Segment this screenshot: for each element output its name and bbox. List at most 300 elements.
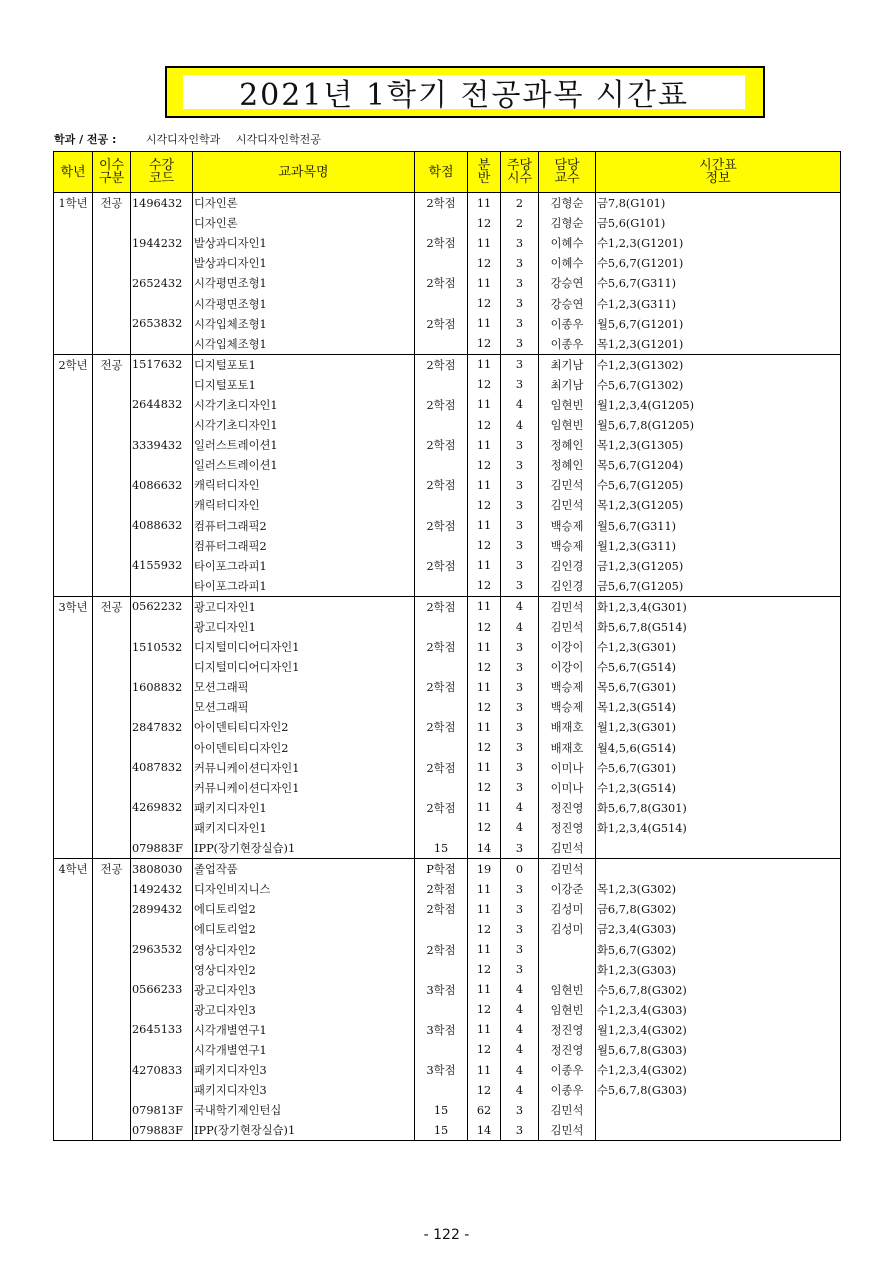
table-row [54,475,841,495]
hours-cell: 4 [501,415,539,435]
code-cell: 2847832 [131,717,193,737]
section-cell: 12 [468,697,501,717]
hours-cell: 3 [501,576,539,597]
course-name-cell: IPP(장기현장실습)1 [193,838,415,859]
type-cell [93,253,131,273]
grade-cell [54,1100,93,1120]
grade-cell [54,213,93,233]
course-name-cell: 일러스트레이션1 [193,435,415,455]
section-cell: 11 [468,980,501,1000]
hours-cell: 3 [501,536,539,556]
course-name-cell: 광고디자인1 [193,617,415,637]
grade-cell [54,495,93,515]
section-cell: 12 [468,1080,501,1100]
header-schedule: 시간표 정보 [596,152,841,193]
credits-cell: 2학점 [415,516,468,536]
credits-cell [415,576,468,597]
schedule-cell: 수5,6,7,8(G302) [596,980,841,1000]
schedule-cell: 수1,2,3(G311) [596,293,841,313]
type-cell [93,334,131,355]
major-name: 시각디자인학전공 [235,133,321,146]
type-cell [93,899,131,919]
header-grade: 학년 [54,152,93,193]
department-name: 시각디자인학과 [145,133,221,146]
credits-cell: 2학점 [415,758,468,778]
grade-cell [54,516,93,536]
course-name-cell: 디자인론 [193,213,415,233]
table-row [54,556,841,576]
credits-cell [415,253,468,273]
type-cell [93,314,131,334]
credits-cell: 2학점 [415,879,468,899]
code-cell [131,919,193,939]
header-type: 이수 구분 [93,152,131,193]
section-cell: 11 [468,758,501,778]
hours-cell: 3 [501,657,539,677]
professor-cell: 최기남 [539,354,596,375]
code-cell: 4270833 [131,1060,193,1080]
code-cell: 2644832 [131,395,193,415]
section-cell: 19 [468,859,501,880]
code-cell [131,415,193,435]
grade-cell [54,758,93,778]
table-row [54,273,841,293]
course-name-cell: 발상과디자인1 [193,233,415,253]
professor-cell: 김인경 [539,576,596,597]
course-name-cell: 아이덴티티디자인2 [193,717,415,737]
course-name-cell: 에디토리얼2 [193,919,415,939]
credits-cell [415,1040,468,1060]
schedule-cell: 수1,2,3(G301) [596,637,841,657]
table-row [54,536,841,556]
section-cell: 11 [468,879,501,899]
hours-cell: 3 [501,253,539,273]
type-cell [93,617,131,637]
credits-cell [415,375,468,395]
table-row [54,960,841,980]
grade-cell [54,738,93,758]
schedule-cell: 금2,3,4(G303) [596,919,841,939]
type-cell [93,495,131,515]
professor-cell: 김민석 [539,859,596,880]
credits-cell [415,960,468,980]
course-name-cell: 커뮤니케이션디자인1 [193,778,415,798]
schedule-cell: 수1,2,3(G1201) [596,233,841,253]
grade-cell [54,1060,93,1080]
professor-cell: 김민석 [539,1100,596,1120]
section-cell: 62 [468,1100,501,1120]
section-cell: 11 [468,556,501,576]
professor-cell: 강승연 [539,293,596,313]
professor-cell: 김인경 [539,556,596,576]
course-name-cell: 광고디자인3 [193,1000,415,1020]
hours-cell: 4 [501,818,539,838]
table-row [54,1000,841,1020]
code-cell: 3808030 [131,859,193,880]
code-cell [131,697,193,717]
type-cell [93,717,131,737]
table-row [54,354,841,375]
grade-cell [54,273,93,293]
type-cell [93,1020,131,1040]
table-row [54,495,841,515]
professor-cell: 이종우 [539,334,596,355]
schedule-cell: 화5,6,7,8(G514) [596,617,841,637]
hours-cell: 4 [501,395,539,415]
section-cell: 12 [468,375,501,395]
hours-cell: 2 [501,193,539,214]
grade-cell [54,717,93,737]
type-cell: 전공 [93,596,131,617]
type-cell [93,576,131,597]
code-cell [131,334,193,355]
section-cell: 11 [468,939,501,959]
header-row [54,152,841,193]
table-row [54,657,841,677]
table-row [54,395,841,415]
schedule-cell: 월4,5,6(G514) [596,738,841,758]
section-cell: 11 [468,435,501,455]
section-cell: 11 [468,475,501,495]
section-cell: 12 [468,495,501,515]
schedule-cell: 수1,2,3,4(G303) [596,1000,841,1020]
schedule-cell: 목1,2,3(G514) [596,697,841,717]
course-name-cell: 패키지디자인3 [193,1080,415,1100]
table-row [54,697,841,717]
credits-cell: 2학점 [415,233,468,253]
grade-cell [54,314,93,334]
department-label: 학과 / 전공 : [54,133,117,146]
schedule-cell: 월5,6,7(G311) [596,516,841,536]
hours-cell: 3 [501,677,539,697]
hours-cell: 3 [501,314,539,334]
table-row [54,213,841,233]
section-cell: 11 [468,516,501,536]
grade-cell [54,657,93,677]
table-row [54,576,841,597]
grade-cell [54,919,93,939]
hours-cell: 4 [501,980,539,1000]
code-cell: 0562232 [131,596,193,617]
professor-cell: 이종우 [539,1080,596,1100]
credits-cell: 2학점 [415,475,468,495]
professor-cell [539,939,596,959]
grade-cell: 3학년 [54,596,93,617]
schedule-cell: 월1,2,3,4(G302) [596,1020,841,1040]
grade-cell [54,617,93,637]
grade-cell [54,637,93,657]
course-name-cell: 시각개별연구1 [193,1020,415,1040]
type-cell [93,738,131,758]
table-body [54,193,841,1141]
code-cell [131,1080,193,1100]
credits-cell [415,415,468,435]
professor-cell: 이혜수 [539,253,596,273]
type-cell [93,778,131,798]
header-credits: 학점 [415,152,468,193]
schedule-cell: 화5,6,7(G302) [596,939,841,959]
type-cell [93,697,131,717]
code-cell [131,253,193,273]
code-cell: 4087832 [131,758,193,778]
credits-cell [415,657,468,677]
hours-cell: 3 [501,273,539,293]
grade-cell [54,939,93,959]
code-cell [131,778,193,798]
hours-cell: 3 [501,838,539,859]
hours-cell: 3 [501,717,539,737]
course-name-cell: 디지털미디어디자인1 [193,657,415,677]
credits-cell: 2학점 [415,273,468,293]
schedule-cell: 수5,6,7(G514) [596,657,841,677]
schedule-cell: 금5,6,7(G1205) [596,576,841,597]
type-cell [93,939,131,959]
credits-cell: 15 [415,1100,468,1120]
table-row [54,879,841,899]
section-cell: 11 [468,273,501,293]
hours-cell: 3 [501,556,539,576]
course-name-cell: 커뮤니케이션디자인1 [193,758,415,778]
schedule-cell: 수5,6,7(G311) [596,273,841,293]
professor-cell: 김성미 [539,899,596,919]
hours-cell: 4 [501,1040,539,1060]
code-cell: 2899432 [131,899,193,919]
course-name-cell: 시각개별연구1 [193,1040,415,1060]
code-cell: 2963532 [131,939,193,959]
professor-cell: 김성미 [539,919,596,939]
table-row [54,1060,841,1080]
schedule-cell: 수5,6,7(G1302) [596,375,841,395]
hours-cell: 4 [501,596,539,617]
professor-cell: 김형순 [539,193,596,214]
professor-cell: 최기남 [539,375,596,395]
schedule-cell: 수1,2,3,4(G302) [596,1060,841,1080]
course-name-cell: 졸업작품 [193,859,415,880]
table-row [54,818,841,838]
course-name-cell: IPP(장기현장실습)1 [193,1120,415,1141]
grade-cell [54,899,93,919]
credits-cell: 2학점 [415,637,468,657]
credits-cell: 2학점 [415,798,468,818]
grade-cell [54,375,93,395]
hours-cell: 3 [501,495,539,515]
code-cell: 4155932 [131,556,193,576]
credits-cell: 2학점 [415,939,468,959]
course-name-cell: 캐릭터디자인 [193,495,415,515]
course-name-cell: 타이포그라피1 [193,576,415,597]
table-row [54,1040,841,1060]
table-row [54,193,841,214]
type-cell [93,960,131,980]
course-name-cell: 캐릭터디자인 [193,475,415,495]
course-name-cell: 아이덴티티디자인2 [193,738,415,758]
type-cell: 전공 [93,859,131,880]
table-row [54,758,841,778]
schedule-cell: 수5,6,7(G1201) [596,253,841,273]
hours-cell: 3 [501,637,539,657]
schedule-cell [596,859,841,880]
table-row [54,798,841,818]
schedule-cell: 화1,2,3,4(G514) [596,818,841,838]
section-cell: 12 [468,960,501,980]
grade-cell [54,334,93,355]
grade-cell [54,1120,93,1141]
credits-cell: 3학점 [415,1020,468,1040]
table-row [54,253,841,273]
hours-cell: 4 [501,1060,539,1080]
course-name-cell: 디자인론 [193,193,415,214]
type-cell [93,758,131,778]
professor-cell: 김민석 [539,617,596,637]
table-row [54,899,841,919]
hours-cell: 4 [501,1000,539,1020]
credits-cell [415,697,468,717]
code-cell: 4269832 [131,798,193,818]
credits-cell [415,455,468,475]
professor-cell: 정혜인 [539,455,596,475]
credits-cell [415,536,468,556]
table-row [54,334,841,355]
hours-cell: 4 [501,1020,539,1040]
professor-cell: 김민석 [539,495,596,515]
type-cell [93,818,131,838]
hours-cell: 3 [501,778,539,798]
professor-cell: 배재호 [539,738,596,758]
section-cell: 11 [468,1020,501,1040]
course-name-cell: 발상과디자인1 [193,253,415,273]
course-name-cell: 패키지디자인3 [193,1060,415,1080]
schedule-cell: 목1,2,3(G302) [596,879,841,899]
professor-cell: 정진영 [539,818,596,838]
hours-cell: 3 [501,435,539,455]
schedule-cell: 월5,6,7(G1201) [596,314,841,334]
type-cell [93,798,131,818]
hours-cell: 3 [501,455,539,475]
table-row [54,415,841,435]
code-cell [131,455,193,475]
professor-cell: 임현빈 [539,415,596,435]
schedule-cell: 월1,2,3,4(G1205) [596,395,841,415]
schedule-cell: 목5,6,7(G1204) [596,455,841,475]
credits-cell: 15 [415,838,468,859]
schedule-cell: 화1,2,3,4(G301) [596,596,841,617]
schedule-cell: 월1,2,3(G311) [596,536,841,556]
course-name-cell: 광고디자인1 [193,596,415,617]
code-cell: 1517632 [131,354,193,375]
course-name-cell: 패키지디자인1 [193,798,415,818]
grade-cell [54,818,93,838]
professor-cell: 이미나 [539,778,596,798]
type-cell [93,980,131,1000]
professor-cell: 이강이 [539,657,596,677]
professor-cell: 김민석 [539,838,596,859]
grade-cell [54,395,93,415]
section-cell: 12 [468,576,501,597]
table-row [54,435,841,455]
hours-cell: 2 [501,213,539,233]
table-row [54,717,841,737]
course-name-cell: 모션그래픽 [193,677,415,697]
hours-cell: 3 [501,758,539,778]
credits-cell: 2학점 [415,314,468,334]
type-cell [93,1100,131,1120]
type-cell [93,213,131,233]
table-row [54,919,841,939]
credits-cell: 2학점 [415,395,468,415]
course-name-cell: 시각평면조형1 [193,293,415,313]
professor-cell: 김민석 [539,475,596,495]
credits-cell: 3학점 [415,980,468,1000]
code-cell: 4086632 [131,475,193,495]
professor-cell: 임현빈 [539,1000,596,1020]
type-cell [93,516,131,536]
hours-cell: 3 [501,919,539,939]
credits-cell: 2학점 [415,717,468,737]
code-cell: 1608832 [131,677,193,697]
credits-cell: 15 [415,1120,468,1141]
grade-cell [54,697,93,717]
table-row [54,778,841,798]
credits-cell [415,778,468,798]
credits-cell: 3학점 [415,1060,468,1080]
type-cell [93,1000,131,1020]
code-cell: 2645133 [131,1020,193,1040]
schedule-cell: 금6,7,8(G302) [596,899,841,919]
table-row [54,738,841,758]
type-cell [93,415,131,435]
credits-cell: 2학점 [415,596,468,617]
course-name-cell: 디자인비지니스 [193,879,415,899]
page-title: 2021년 1학기 전공과목 시간표 [239,78,689,113]
section-cell: 11 [468,395,501,415]
code-cell [131,536,193,556]
hours-cell: 3 [501,334,539,355]
section-cell: 12 [468,617,501,637]
grade-cell [54,576,93,597]
course-name-cell: 타이포그라피1 [193,556,415,576]
table-row [54,455,841,475]
type-cell [93,435,131,455]
course-name-cell: 디지털포토1 [193,354,415,375]
professor-cell: 백승제 [539,516,596,536]
section-cell: 11 [468,354,501,375]
professor-cell: 정진영 [539,798,596,818]
grade-cell [54,879,93,899]
type-cell [93,273,131,293]
grade-cell: 4학년 [54,859,93,880]
course-name-cell: 디지털미디어디자인1 [193,637,415,657]
grade-cell [54,1000,93,1020]
course-name-cell: 모션그래픽 [193,697,415,717]
course-name-cell: 광고디자인3 [193,980,415,1000]
section-cell: 11 [468,233,501,253]
professor-cell: 이강이 [539,637,596,657]
schedule-cell [596,838,841,859]
department-line [54,131,321,147]
hours-cell: 3 [501,293,539,313]
timetable [53,151,841,1141]
section-cell: 12 [468,293,501,313]
grade-cell [54,253,93,273]
credits-cell: P학점 [415,859,468,880]
credits-cell [415,1080,468,1100]
table-row [54,980,841,1000]
type-cell [93,556,131,576]
grade-cell [54,798,93,818]
code-cell: 079883F [131,838,193,859]
section-cell: 11 [468,1060,501,1080]
code-cell [131,576,193,597]
